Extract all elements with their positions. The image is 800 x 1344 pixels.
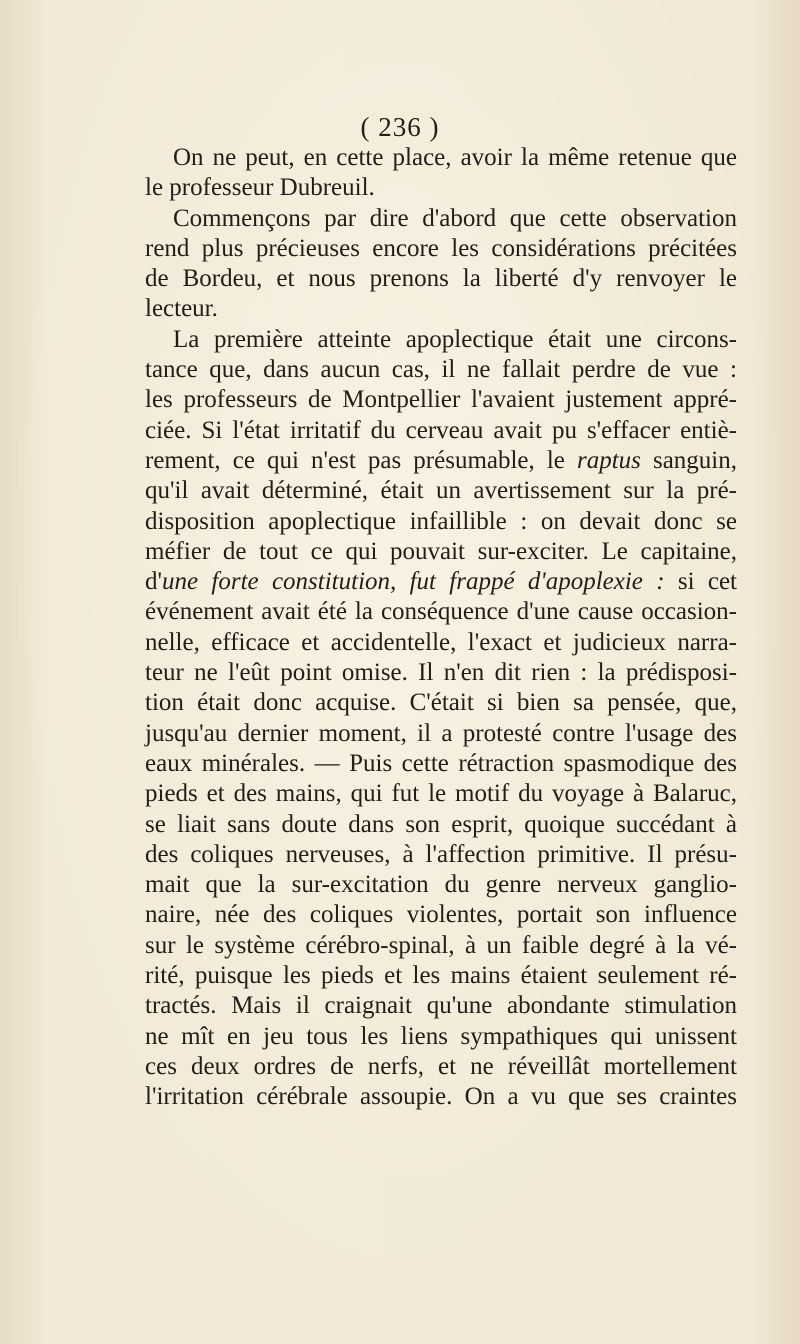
page-number: ( 236 ) bbox=[360, 112, 440, 142]
text-line: mait que la sur-excitation du genre nerveux ganglio- bbox=[145, 871, 737, 899]
text-line: La première atteinte apoplectique était une circons- bbox=[173, 325, 737, 353]
text-line: événement avait été la conséquence d'une cause occasion- bbox=[145, 598, 737, 626]
text-line: disposition apoplectique infaillible : on devait donc se bbox=[145, 507, 737, 535]
italic-text: raptus bbox=[576, 446, 641, 474]
text-line: les professeurs de Montpellier l'avaient justement appré- bbox=[145, 386, 737, 414]
text-line: ciée. Si l'état irritatif du cerveau avait pu s'effacer entiè- bbox=[145, 416, 737, 444]
text-line: rement, ce qui n'est pas présumable, le raptus sanguin, bbox=[145, 446, 737, 474]
text-line: tance que, dans aucun cas, il ne fallait perdre de vue : bbox=[145, 356, 737, 384]
text-line: jusqu'au dernier moment, il a protesté contre l'usage des bbox=[145, 719, 737, 747]
text-line: tion était donc acquise. C'était si bien sa pensée, que, bbox=[145, 689, 737, 717]
text-line: des coliques nerveuses, à l'affection primitive. Il présu- bbox=[145, 840, 737, 868]
text-line: pieds et des mains, qui fut le motif du voyage à Balaruc, bbox=[145, 780, 737, 808]
text-line: rité, puisque les pieds et les mains étaient seulement ré- bbox=[145, 962, 737, 990]
text-line: de Bordeu, et nous prenons la liberté d'y renvoyer le bbox=[145, 265, 737, 293]
text-line: On ne peut, en cette place, avoir la même retenue que bbox=[173, 144, 737, 171]
text-line: tractés. Mais il craignait qu'une abondante stimulation bbox=[145, 992, 737, 1020]
text-line: se liait sans doute dans son esprit, quoique succédant à bbox=[145, 810, 737, 838]
text-line: ces deux ordres de nerfs, et ne réveillât mortellement bbox=[145, 1052, 737, 1080]
text-line: Commençons par dire d'abord que cette observation bbox=[173, 204, 737, 232]
text-line: teur ne l'eût point omise. Il n'en dit rien : la prédisposi- bbox=[145, 659, 737, 687]
text-line: qu'il avait déterminé, était un avertissement sur la pré- bbox=[145, 477, 737, 505]
text-line: eaux minérales. — Puis cette rétraction spasmodique des bbox=[145, 749, 737, 777]
text-line: nelle, efficace et accidentelle, l'exact et judicieux narra- bbox=[145, 628, 737, 656]
text-line: rend plus précieuses encore les considérations précitées bbox=[145, 234, 737, 262]
text-line: ne mît en jeu tous les liens sympathiques qui unissent bbox=[145, 1022, 737, 1050]
text-line: lecteur. bbox=[145, 295, 218, 323]
text-line: sur le système cérébro-spinal, à un faible degré à la vé- bbox=[145, 931, 737, 959]
text-line: méfier de tout ce qui pouvait sur-exciter. Le capitaine, bbox=[145, 537, 737, 565]
text-line: d'une forte constitution, fut frappé d'apoplexie : si cet bbox=[145, 568, 737, 596]
text-line: l'irritation cérébrale assoupie. On a vu que ses craintes bbox=[145, 1083, 737, 1111]
text-line: le professeur Dubreuil. bbox=[145, 174, 375, 202]
body-text bbox=[145, 143, 737, 1113]
italic-text: une forte constitution, fut frappé d'apoplexie : bbox=[162, 568, 665, 596]
text-line: naire, née des coliques violentes, portait son influence bbox=[145, 901, 737, 929]
